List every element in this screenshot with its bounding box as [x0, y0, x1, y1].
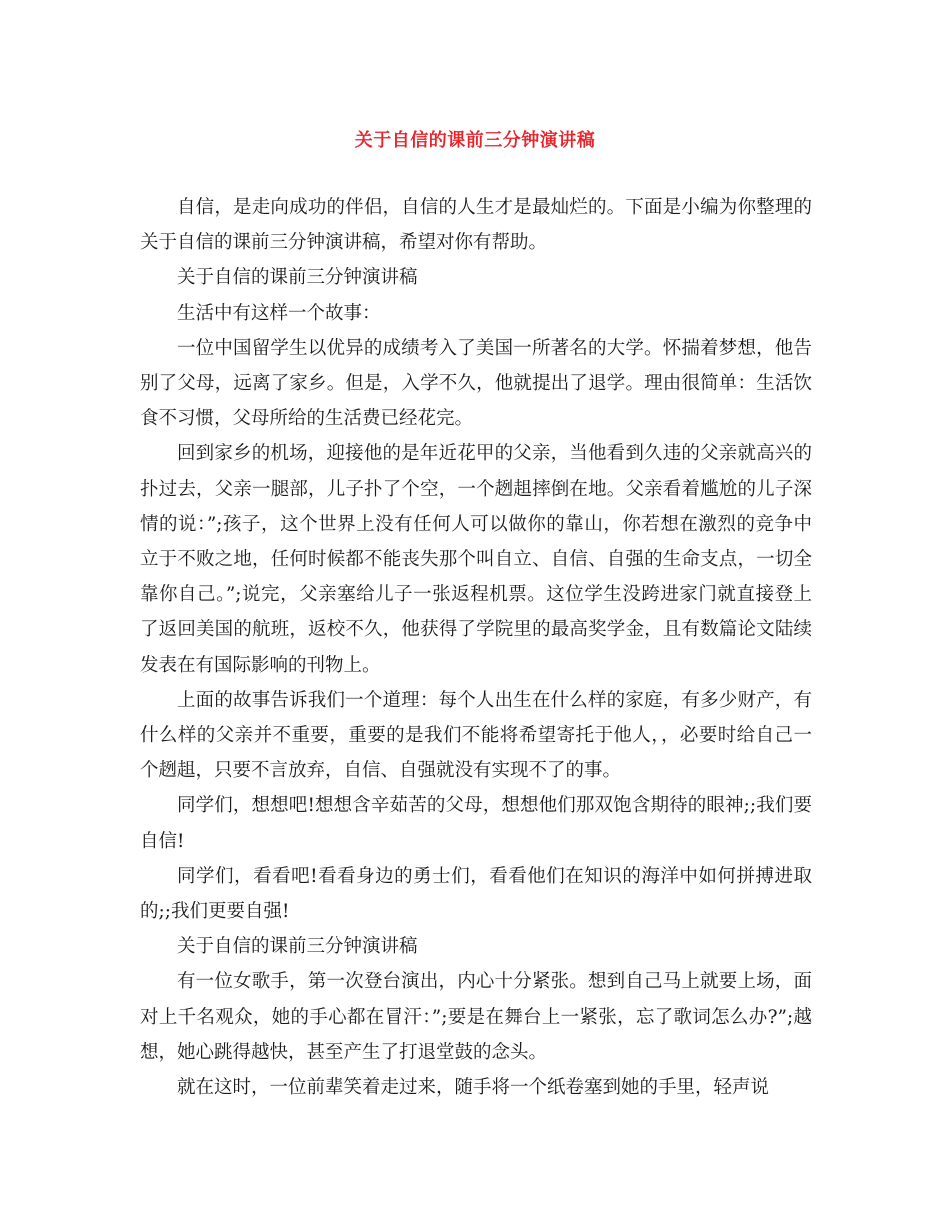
- paragraph-subheading: 关于自信的课前三分钟演讲稿: [177, 936, 418, 958]
- paragraph: 回到家乡的机场，迎接他的是年近花甲的父亲，当他看到久违的父亲就高兴的扑过去，父亲一腿部，儿子扑了个空，一个趔趄摔倒在地。父亲看着尴尬的儿子深情的说：”;孩子，这个世界上没有任何人可以做你的靠山，你若想在激烈的竞争中立于不败之地，任何时候都不能丧失那个叫自立、自信、自强的生命支点，一切全靠你自己。”;说完，父亲塞给儿子一张返程机票。这位学生没跨进家门就直接登上了返回美国的航班，返校不久，他获得了学院里的最高奖学金，且有数篇论文陆续发表在有国际影响的刊物上。: [140, 443, 812, 676]
- paragraph: 生活中有这样一个故事：: [177, 302, 381, 324]
- paragraph: 上面的故事告诉我们一个道理：每个人出生在什么样的家庭，有多少财产，有什么样的父亲并不重要，重要的是我们不能将希望寄托于他人，，必要时给自己一个趔趄，只要不言放弃，自信、自强就没有实现不了的事。: [140, 689, 812, 782]
- document-title: 关于自信的课前三分钟演讲稿: [354, 130, 596, 151]
- paragraph: 有一位女歌手，第一次登台演出，内心十分紧张。想到自己马上就要上场，面对上千名观众，她的手心都在冒汗：”;要是在舞台上一紧张，忘了歌词怎么办?”;越想，她心跳得越快，甚至产生了打退堂鼓的念头。: [140, 971, 812, 1063]
- paragraph-intro: 自信，是走向成功的伴侣，自信的人生才是最灿烂的。下面是小编为你整理的关于自信的课前三分钟演讲稿，希望对你有帮助。: [140, 197, 812, 254]
- paragraph-subheading: 关于自信的课前三分钟演讲稿: [177, 267, 418, 289]
- document-body: [140, 190, 812, 1105]
- paragraph: 同学们，看看吧!看看身边的勇士们，看看他们在知识的海洋中如何拼搏进取的;;我们更要自强!: [140, 865, 812, 923]
- paragraph: 同学们，想想吧!想想含辛茹苦的父母，想想他们那双饱含期待的眼神;;我们要自信!: [140, 795, 812, 852]
- paragraph: 一位中国留学生以优异的成绩考入了美国一所著名的大学。怀揣着梦想，他告别了父母，远离了家乡。但是，入学不久，他就提出了退学。理由很简单：生活饮食不习惯，父母所给的生活费已经花完。: [140, 337, 812, 430]
- paragraph: 就在这时，一位前辈笑着走过来，随手将一个纸卷塞到她的手里，轻声说: [177, 1077, 770, 1099]
